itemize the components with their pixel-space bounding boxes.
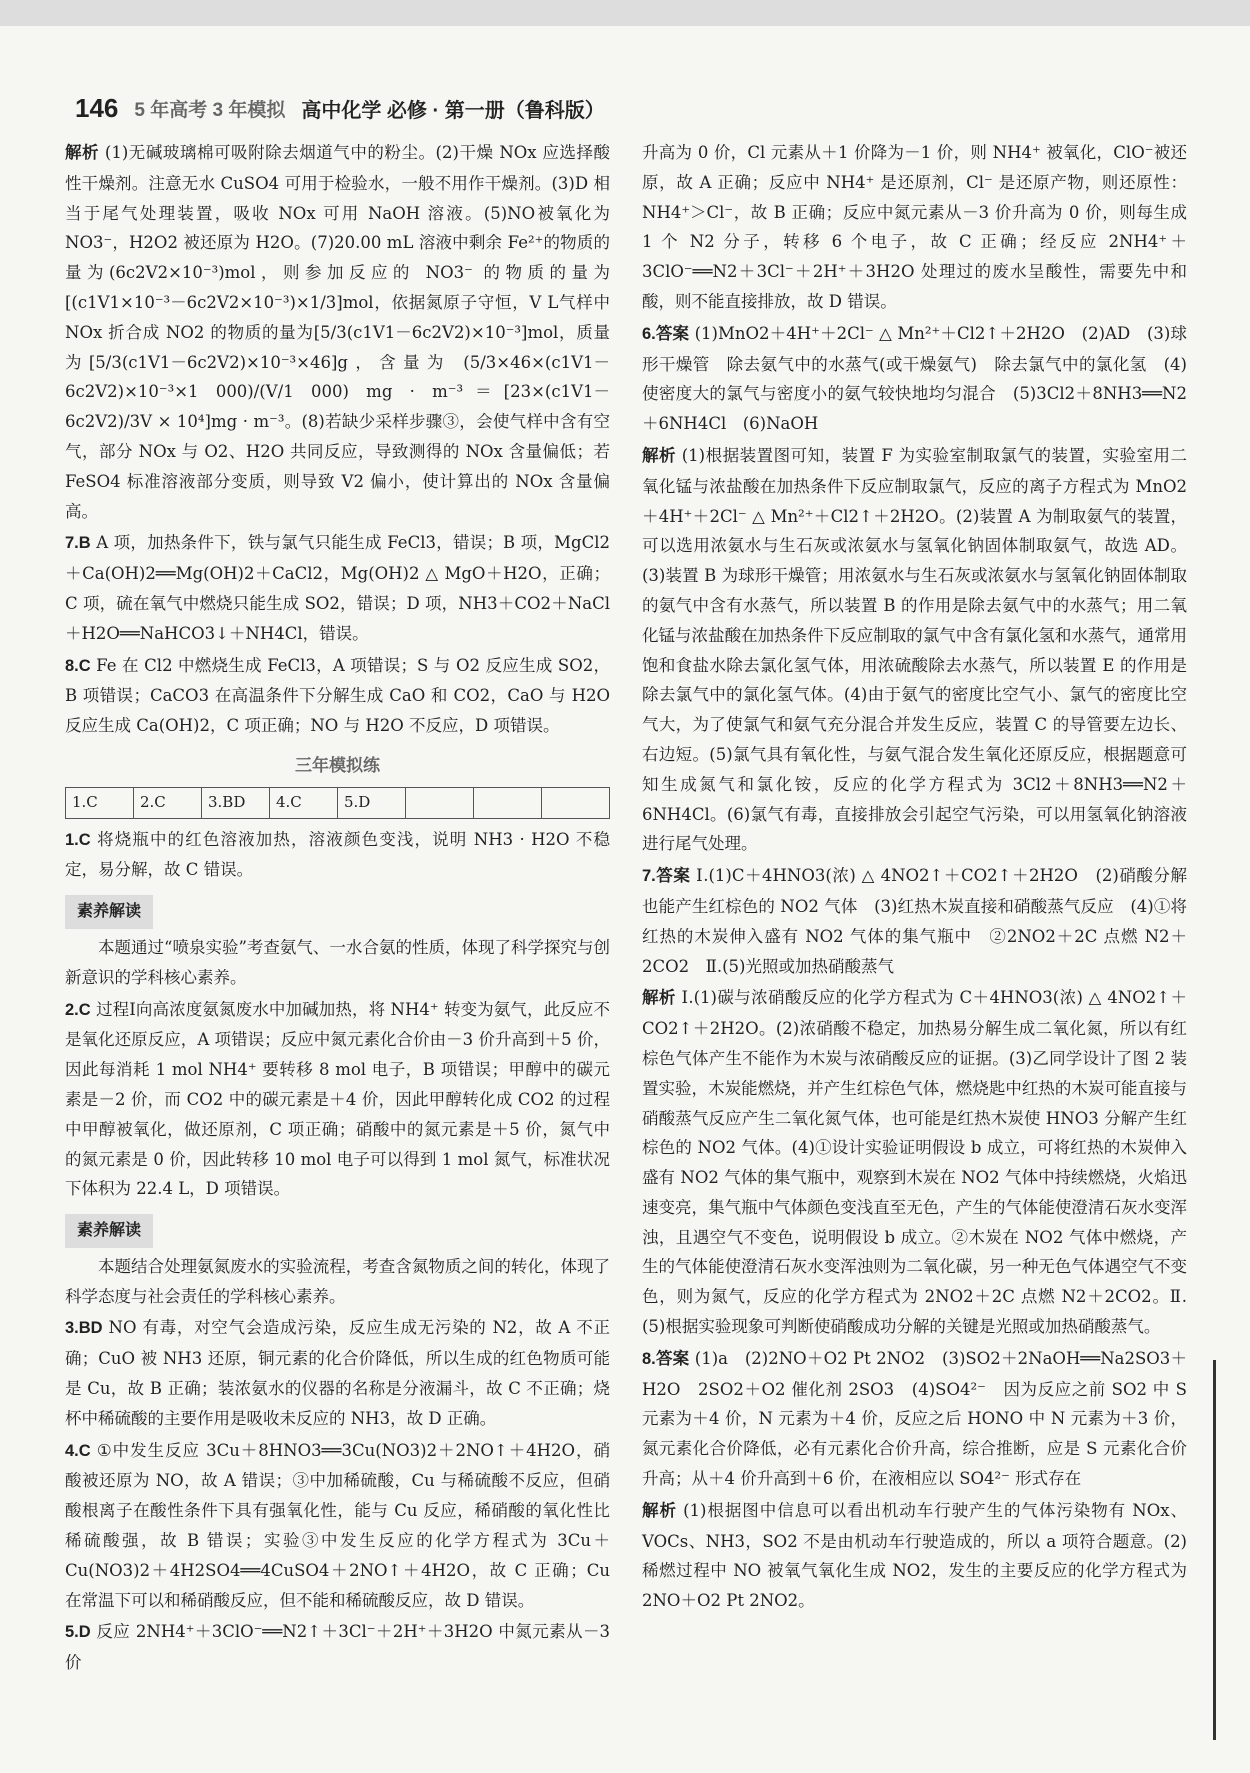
item-number: 4.C (65, 1441, 91, 1460)
answer-cell: 5.D (338, 787, 406, 818)
answer-cell: 3.BD (202, 787, 270, 818)
answer-item (642, 861, 1187, 981)
literacy-text: 本题结合处理氨氮废水的实验流程，考查含氮物质之间的转化，体现了科学态度与社会责任的学科核心素养。 (65, 1256, 610, 1306)
answer-item (642, 319, 1187, 439)
item-number: 2.C (65, 1000, 91, 1019)
answer-item (65, 1313, 610, 1433)
item-number: 3.BD (65, 1319, 103, 1338)
analysis-paragraph (642, 1496, 1187, 1616)
literacy-badge: 素养解读 (65, 1214, 153, 1248)
item-text: 反应 2NH4⁺＋3ClO⁻══N2↑＋3Cl⁻＋2H⁺＋3H2O 中氮元素从－3 价 (65, 1622, 610, 1673)
item-text: (1)MnO2＋4H⁺＋2Cl⁻ △ Mn²⁺＋Cl2↑＋2H2O (2)AD (3)球形干燥管 除去氨气中的水蒸气(或干燥氨气) 除去氯气中的氯化氢 (4)使密度大的氯气与密度小的氨气较快地均匀混合 (5)3Cl2＋8NH3══N2＋6NH4Cl (6)NaOH (642, 323, 1187, 434)
continued-text: 升高为 0 价，Cl 元素从＋1 价降为－1 价，则 NH4⁺ 被氧化，ClO⁻被还原，故 A 正确；反应中 NH4⁺ 是还原剂，Cl⁻ 是还原产物，则还原性：NH4⁺＞Cl⁻，故 B 正确；反应中氮元素从－3 价升高为 0 价，则每生成 1 个 N2 分子，转移 6 个电子，故 C 正确；经反应 2NH4⁺＋3ClO⁻══N2＋3Cl⁻＋2H⁺＋3H2O 处理过的废水呈酸性，需要先中和酸，则不能直接排放，故 D 错误。 (642, 143, 1187, 311)
item-number: 6.答案 (642, 324, 690, 343)
right-column (642, 138, 1187, 1618)
answer-row (66, 787, 610, 818)
item-number: 8.答案 (642, 1349, 690, 1368)
analysis-label: 解析 (642, 446, 676, 465)
item-text: A 项，加热条件下，铁与氯气只能生成 FeCl3，错误；B 项，MgCl2＋Ca(OH)2══Mg(OH)2＋CaCl2，Mg(OH)2 △ MgO＋H2O，正确；C 项，硫在氧气中燃烧只能生成 SO2，错误；D 项，NH3＋CO2＋NaCl＋H2O══NaHCO3↓＋NH4Cl，错误。 (65, 533, 611, 643)
answer-cell: 2.C (134, 787, 202, 818)
analysis-text: (1)根据装置图可知，装置 F 为实验室制取氯气的装置，实验室用二氧化锰与浓盐酸在加热条件下反应制取氯气，反应的离子方程式为 MnO2＋4H⁺＋2Cl⁻ △ Mn²⁺＋Cl2↑＋2H2O。(2)装置 A 为制取氨气的装置，可以选用浓氨水与生石灰或浓氨水与氢氧化钠固体制取氨气，故选 AD。(3)装置 B 为球形干燥管；用浓氨水与生石灰或浓氨水与氢氧化钠固体制取的氨气中含有水蒸气，所以装置 B 的作用是除去氨气中的水蒸气；用二氧化锰与浓盐酸在加热条件下反应制取的氯气中含有氯化氢和水蒸气，通常用饱和食盐水除去氯化氢气体，用浓硫酸除去水蒸气，所以装置 E 的作用是除去氯气中的氯化氢气体。(4)由于氨气的密度比空气小、氯气的密度比空气大，为了使氯气和氨气充分混合并发生反应，装置 C 的导管要左边长、右边短。(5)氯气具有氧化性，与氨气混合发生氧化还原反应，根据题意可知生成氮气和氯化铵，反应的化学方程式为 3Cl2＋8NH3══N2＋6NH4Cl。(6)氯气有毒，直接排放会引起空气污染，可以用氢氧化钠溶液进行尾气处理。 (642, 445, 1188, 854)
scan-edge (0, 0, 1250, 26)
answer-item (65, 995, 610, 1205)
analysis-label: 解析 (642, 1501, 677, 1520)
page-header (75, 88, 605, 128)
item-text: Fe 在 Cl2 中燃烧生成 FeCl3，A 项错误；S 与 O2 反应生成 SO2，B 项错误；CaCO3 在高温条件下分解生成 CaO 和 CO2，CaO 与 H2O 反应生成 Ca(OH)2，C 项正确；NO 与 H2O 不反应，D 项错误。 (65, 655, 610, 736)
item-number: 7.答案 (642, 867, 691, 886)
item-number: 5.D (65, 1623, 91, 1642)
literacy-badge: 素养解读 (65, 895, 153, 929)
item-text: 过程Ⅰ向高浓度氨氮废水中加碱加热，将 NH4⁺ 转变为氨气，此反应不是氧化还原反应，A 项错误；反应中氮元素化合价由－3 价升高到＋5 价，因此每消耗 1 mol NH4⁺ 要转移 8 mol 电子，B 项错误；甲醇中的碳元素是－2 价，而 CO2 中的碳元素是＋4 价，因此甲醇转化成 CO2 的过程中甲醇被氧化，做还原剂，C 项正确；硝酸中的氮元素是＋5 价，氮气中的氮元素是 0 价，因此转移 10 mol 电子可以得到 1 mol 氮气，标准状况下体积为 22.4 L，D 项错误。 (65, 999, 611, 1199)
item-text: 将烧瓶中的红色溶液加热，溶液颜色变浅，说明 NH3 · H2O 不稳定，易分解，故 C 错误。 (65, 829, 611, 880)
analysis-paragraph (642, 441, 1187, 859)
answer-item (65, 528, 610, 648)
item-number: 1.C (65, 830, 91, 849)
section-title: 三年模拟练 (295, 755, 380, 775)
analysis-text: Ⅰ.(1)碳与浓硝酸反应的化学方程式为 C＋4HNO3(浓) △ 4NO2↑＋CO2↑＋2H2O。(2)浓硝酸不稳定，加热易分解生成二氧化氮，所以有红棕色气体产生不能作为木炭与浓硝酸反应的证据。(3)乙同学设计了图 2 装置实验，木炭能燃烧，并产生红棕色气体，燃烧匙中红热的木炭可能直接与硝酸蒸气反应产生二氧化氮气体，也可能是红热木炭使 HNO3 分解产生红棕色的 NO2 气体。(4)①设计实验证明假设 b 成立，可将红热的木炭伸入盛有 NO2 气体的集气瓶中，观察到木炭在 NO2 气体中持续燃烧，火焰迅速变亮，集气瓶中气体颜色变浅直至无色，产生的气体能使澄清石灰水变浑浊，且遇空气不变色，说明假设 b 成立。②木炭在 NO2 气体中燃烧，产生的气体能使澄清石灰水变浑浊则为二氧化碳，另一种无色气体遇空气不变色，则为氮气，反应的化学方程式为 2NO2＋2C 点燃 N2＋2CO2。Ⅱ.(5)根据实验现象可判断使硝酸成功分解的关键是光照或加热硝酸蒸气。 (642, 988, 1187, 1337)
answer-item (65, 1436, 610, 1616)
subject-title: 高中化学 必修 · 第一册（鲁科版） (301, 99, 605, 122)
item-number: 7.B (65, 534, 91, 553)
analysis-paragraph (642, 983, 1187, 1342)
page-number: 146 (75, 92, 119, 123)
binding-edge-line (1213, 1360, 1216, 1740)
answer-item (65, 1617, 610, 1678)
item-text: ①中发生反应 3Cu＋8HNO3══3Cu(NO3)2＋2NO↑＋4H2O，硝酸被还原为 NO，故 A 错误；③中加稀硫酸，Cu 与稀硫酸不反应，但硝酸根离子在酸性条件下具有强氧化性，能与 Cu 反应，稀硝酸的氧化性比稀硫酸强，故 B 错误；实验③中发生反应的化学方程式为 3Cu＋Cu(NO3)2＋4H2SO4══4CuSO4＋2NO↑＋4H2O，故 C 正确；Cu 在常温下可以和稀硝酸反应，但不能和稀硫酸反应，故 D 错误。 (65, 1440, 610, 1610)
item-number: 8.C (65, 656, 91, 675)
answer-cell: 4.C (270, 787, 338, 818)
analysis-text: (1)无碱玻璃棉可吸附除去烟道气中的粉尘。(2)干燥 NOx 应选择酸性干燥剂。注意无水 CuSO4 可用于检验水，一般不用作干燥剂。(3)D 相当于尾气处理装置，吸收 NOx 可用 NaOH 溶液。(5)NO被氧化为 NO3⁻，H2O2 被还原为 H2O。(7)20.00 mL 溶液中剩余 Fe²⁺的物质的量为(6c2V2×10⁻³)mol，则参加反应的 NO3⁻ 的物质的量为[(c1V1×10⁻³－6c2V2×10⁻³)×1/3]mol，依据氮原子守恒，V L气样中 NOx 折合成 NO2 的物质的量为[5/3(c1V1－6c2V2)×10⁻³]mol，质量为[5/3(c1V1－6c2V2)×10⁻³×46]g，含量为 (5/3×46×(c1V1－6c2V2)×10⁻³×1 000)/(V/1 000) mg · m⁻³＝[23×(c1V1－6c2V2)/3V × 10⁴]mg · m⁻³。(8)若缺少采样步骤③，会使气样中含有空气，部分 NOx 与 O2、H2O 共同反应，导致测得的 NOx 含量偏低；若 FeSO4 标准溶液部分变质，则导致 V2 偏小，使计算出的 NOx 含量偏高。 (65, 143, 611, 521)
answer-item (642, 1344, 1187, 1494)
analysis-label: 解析 (642, 989, 676, 1008)
analysis-text: (1)根据图中信息可以看出机动车行驶产生的气体污染物有 NOx、VOCs、NH3，SO2 不是由机动车行驶造成的，所以 a 项符合题意。(2)稀燃过程中 NO 被氧气氧化生成 NO2，发生的主要反应的化学方程式为 2NO＋O2 Pt 2NO2。 (642, 1500, 1188, 1611)
item-text: (1)a (2)2NO＋O2 Pt 2NO2 (3)SO2＋2NaOH══Na2SO3＋H2O 2SO2＋O2 催化剂 2SO3 (4)SO4²⁻ 因为反应之前 SO2 中 S 元素为＋4 价，N 元素为＋4 价，反应之后 HONO 中 N 元素为＋3 价，氮元素化合价降低，必有元素化合价升高，综合推断，应是 S 元素化合价升高；从＋4 价升高到＋6 价，在液相应以 SO4²⁻ 形式存在 (642, 1348, 1187, 1489)
item-text: NO 有毒，对空气会造成污染，反应生成无污染的 N2，故 A 不正确；CuO 被 NH3 还原，铜元素的化合价降低，所以生成的红色物质可能是 Cu，故 B 正确；装浓氨水的仪器的名称是分液漏斗，故 C 不正确；烧杯中稀硫酸的主要作用是吸收未反应的 NH3，故 D 正确。 (65, 1318, 610, 1428)
series-title: 5 年高考 3 年模拟 (134, 99, 286, 121)
answer-table (65, 787, 610, 819)
literacy-text: 本题通过“喷泉实验”考查氨气、一水合氨的性质，体现了科学探究与创新意识的学科核心素养。 (65, 937, 610, 987)
answer-cell: 1.C (66, 787, 134, 818)
answer-cell (406, 787, 474, 818)
answer-item (65, 651, 610, 741)
answer-item (65, 825, 610, 886)
item-text: Ⅰ.(1)C＋4HNO3(浓) △ 4NO2↑＋CO2↑＋2H2O (2)硝酸分解也能产生红棕色的 NO2 气体 (3)红热木炭直接和硝酸蒸气反应 (4)①将红热的木炭伸入盛有 NO2 气体的集气瓶中 ②2NO2＋2C 点燃 N2＋2CO2 Ⅱ.(5)光照或加热硝酸蒸气 (642, 866, 1187, 976)
answer-cell (542, 787, 610, 818)
answer-cell (474, 787, 542, 818)
left-column (65, 138, 610, 1680)
analysis-paragraph (65, 138, 610, 526)
analysis-label: 解析 (65, 144, 100, 162)
